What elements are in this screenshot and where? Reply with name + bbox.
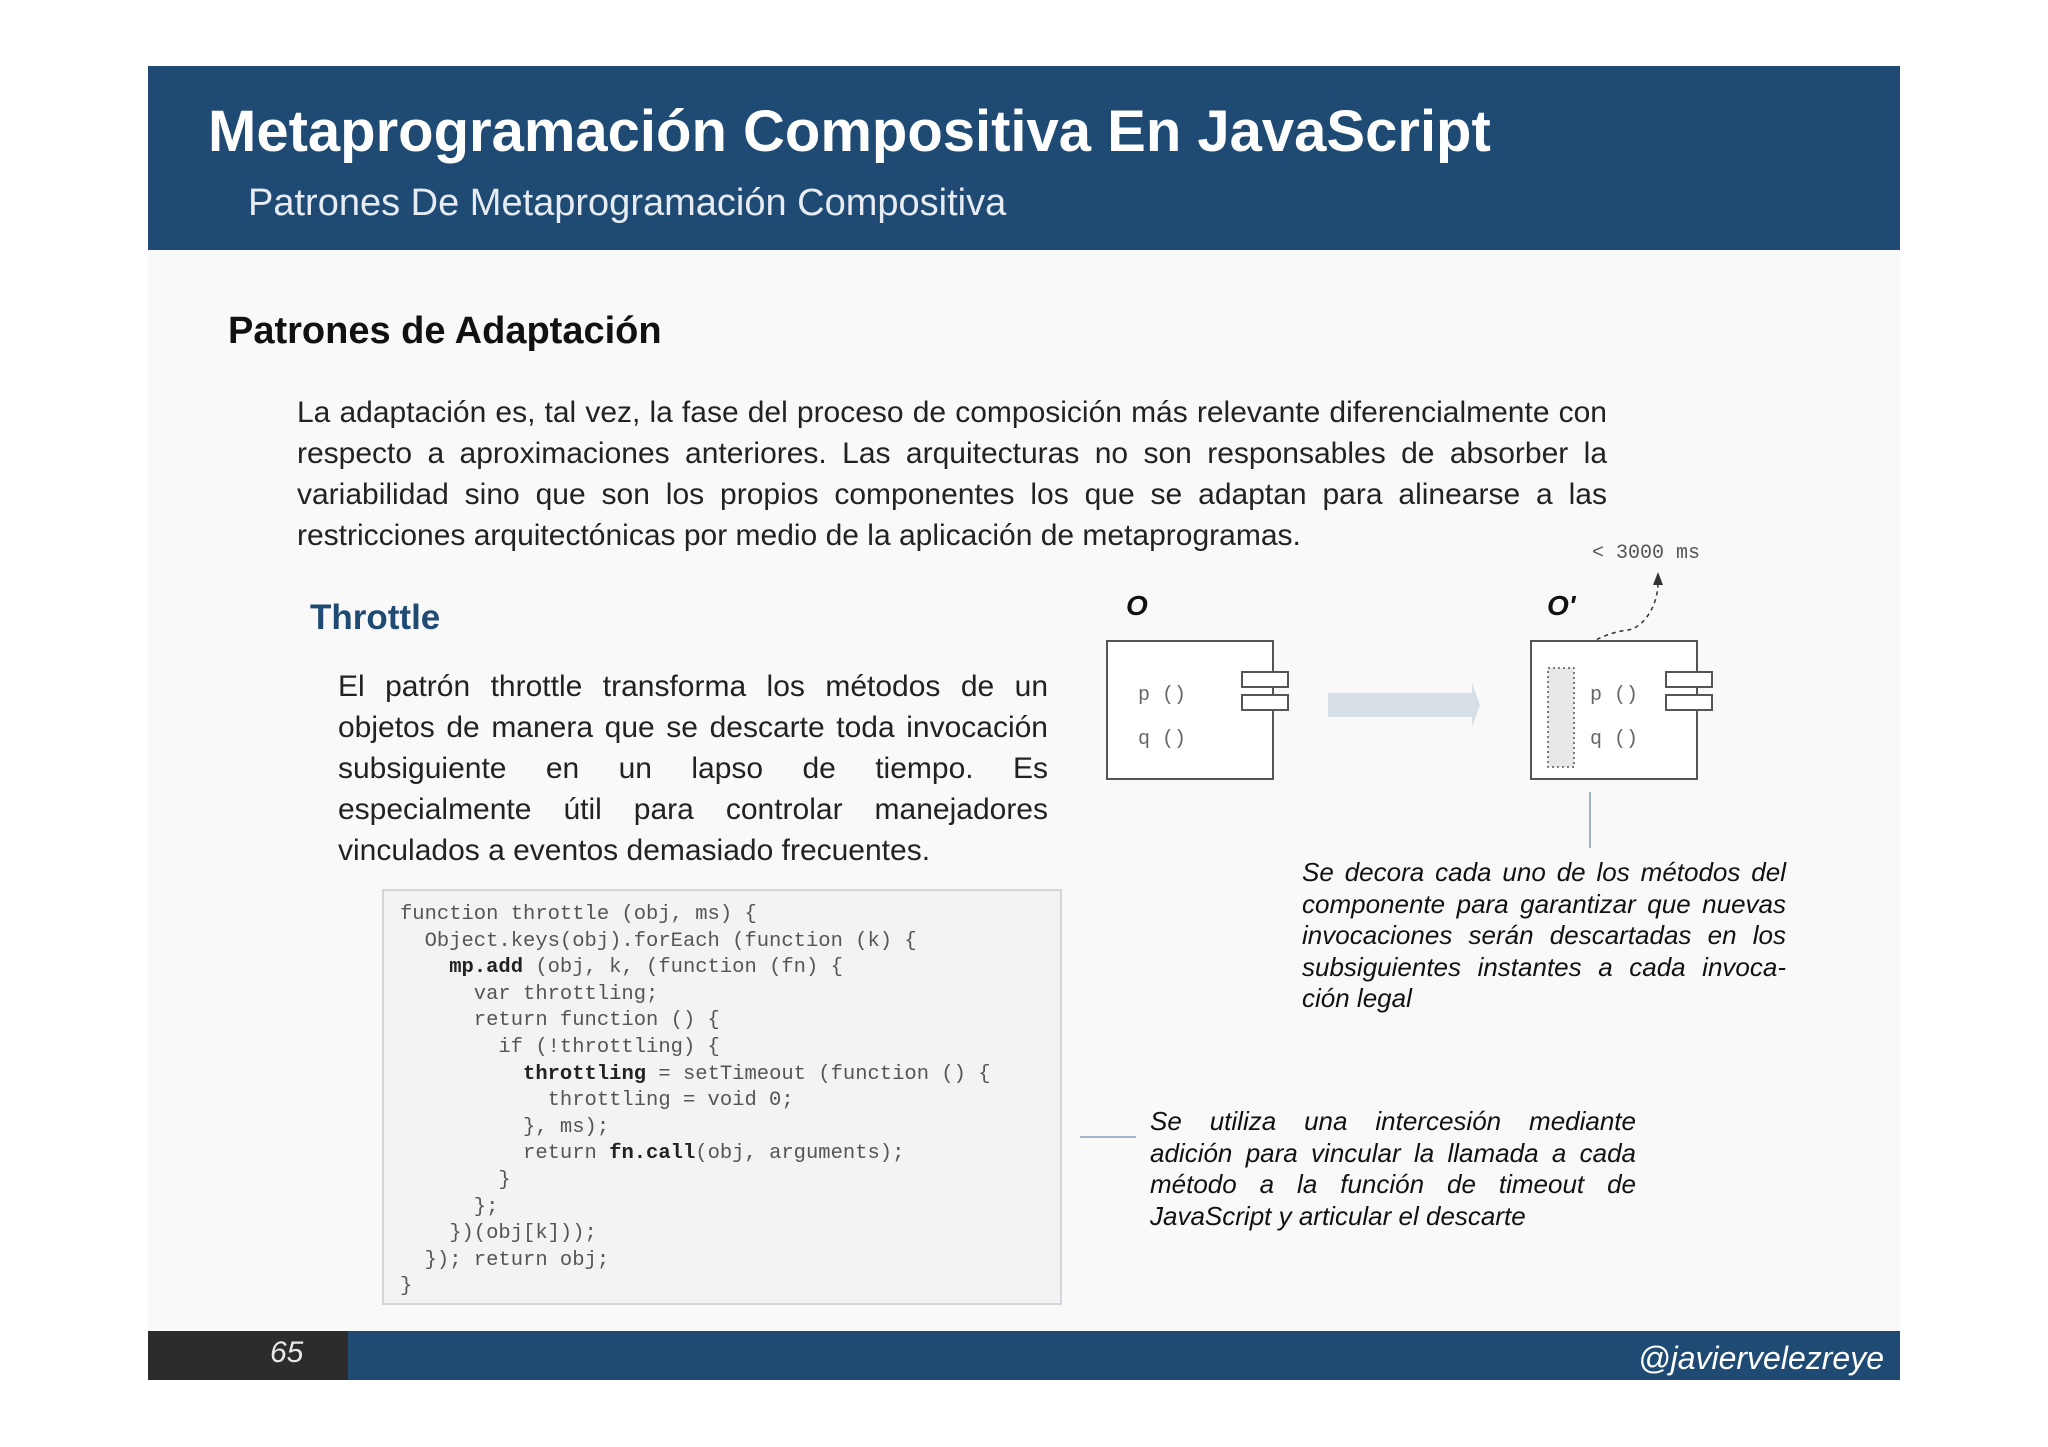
component-label-o-prime: O' (1547, 590, 1576, 621)
method-q: q () (1138, 728, 1187, 751)
port-icon (1242, 672, 1288, 687)
component-label-o: O (1126, 590, 1148, 621)
method-p-prime: p () (1590, 684, 1639, 707)
code-line: function throttle (obj, ms) { (400, 903, 757, 926)
port-icon (1666, 695, 1712, 710)
code-listing (400, 902, 991, 1301)
code-line: throttling = void 0; (400, 1089, 794, 1113)
page-number: 65 (270, 1336, 304, 1369)
code-line: }); return obj; (400, 1248, 610, 1272)
code-line: }, ms); (400, 1115, 610, 1139)
throttle-title: Throttle (310, 598, 441, 637)
code-line: return fn.call(obj, arguments); (400, 1142, 905, 1166)
timeout-label: < 3000 ms (1592, 542, 1701, 565)
code-line: Object.keys(obj).forEach (function (k) { (400, 929, 917, 953)
throttle-diagram (1090, 530, 1750, 860)
code-line: throttling = setTimeout (function () { (523, 1062, 991, 1086)
method-q-prime: q () (1590, 728, 1639, 751)
method-p: p () (1138, 684, 1187, 707)
code-line: var throttling; (400, 982, 659, 1006)
throttle-wrapper (1548, 668, 1574, 767)
page-subtitle: Patrones De Metaprogramación Compositiva (248, 182, 1007, 224)
arrowhead-icon (1653, 572, 1663, 585)
intro-paragraph: La adaptación es, tal vez, la fase del proceso de composición más relevante diferencialmente con respecto a aproximaciones anteriores. Las arquitecturas no son responsables de absorber la variabilidad sino que son los propios componentes los que se adaptan para alinearse a las restricciones arquitectónicas por medio de la aplicación de metaprogramas. (297, 396, 1607, 552)
port-icon (1242, 695, 1288, 710)
code-line: mp.add (obj, k, (function (fn) { (449, 956, 843, 980)
page-number-box (148, 1331, 348, 1380)
code-line: if (!throttling) { (400, 1035, 720, 1059)
code-line: } (400, 1275, 413, 1299)
code-line: return function () { (400, 1009, 720, 1033)
code-line: })(obj[k])); (400, 1222, 597, 1246)
page-title: Metaprogramación Compositiva En JavaScript (208, 99, 1491, 164)
throttle-description: El patrón throttle transforma los métodos de un objetos de manera que se descarte toda invocación subsiguiente en un lapso de tiempo. Es especialmente útil para controlar manejadores vinculados a eventos demasiado frecuentes. (338, 670, 1048, 867)
section-title: Patrones de Adaptación (228, 310, 662, 352)
intercept-note: Se utiliza una intercesión mediante adición para vincular la llamada a cada método a la función de timeout de JavaScript y articular el descarte (1150, 1106, 1636, 1231)
author-handle: @javiervelezreye (1638, 1340, 1884, 1376)
code-line: } (400, 1168, 511, 1192)
port-icon (1666, 672, 1712, 687)
decorate-note: Se decora cada uno de los métodos del componente para garantizar que nuevas invocaciones serán descartadas en los subsiguientes instantes a cada invoca-ción legal (1302, 857, 1786, 1013)
intercept-connector (1080, 1136, 1136, 1138)
code-line: }; (400, 1195, 499, 1219)
transform-arrow (1328, 683, 1480, 727)
